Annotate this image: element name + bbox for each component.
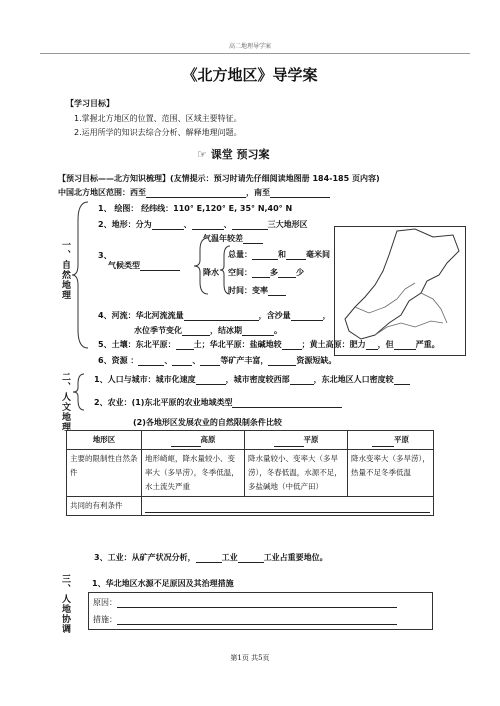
blank-res-2[interactable] — [172, 356, 192, 366]
comparison-table — [66, 430, 434, 516]
soil-item — [98, 339, 440, 350]
resources-minerals: 等矿产丰富， — [220, 356, 269, 365]
section-harmony-label: 三、人地协调 — [60, 574, 70, 634]
population-item — [94, 374, 410, 385]
terrain-label: 2、地形：分为 — [98, 220, 152, 229]
industry-word: 工业 — [221, 553, 238, 562]
blank-space-1[interactable] — [252, 268, 270, 278]
resources-item — [98, 355, 336, 366]
range-prefix: 中国北方地区范围：西至 — [58, 188, 146, 197]
precip-total-label: 总量： — [228, 250, 252, 259]
blank-terrain-1[interactable] — [152, 220, 184, 230]
precip-time — [228, 285, 286, 296]
blank-west[interactable] — [146, 188, 246, 198]
plain-label-1: 平原 — [303, 435, 319, 444]
measure-label: 措施： — [93, 615, 117, 624]
blank-soil-2[interactable] — [282, 340, 302, 350]
rivers-sediment: ，含沙量 — [258, 311, 291, 320]
table-cell: 降水变率大（多旱涝），热量不足冬季低温 — [348, 450, 434, 497]
blank-soil-3[interactable] — [366, 340, 378, 350]
blank-climate[interactable] — [140, 261, 180, 271]
table-caption: (2)各地形区发展农业的自然限制条件比较 — [133, 418, 282, 427]
climate-type — [108, 260, 180, 271]
preclass-title — [197, 146, 270, 162]
soil-label: 5、土壤：东北平原： — [98, 340, 176, 349]
precip-space — [228, 267, 304, 278]
table-cell: 共同的有利条件 — [67, 497, 142, 516]
table-header-cell — [348, 431, 434, 450]
terrain-item — [98, 219, 308, 230]
location-item: 1、 绘图： 经纬线：110° E,120° E, 35° N,40° N — [98, 204, 293, 213]
blank-plateau[interactable] — [171, 437, 201, 447]
pop-density: ，城市密度较西部 — [225, 375, 290, 384]
human-brace — [70, 372, 86, 412]
terrain-sep-1: 、 — [183, 220, 192, 229]
cause-measure-box — [88, 592, 433, 630]
natural-brace — [70, 200, 90, 350]
industry-item — [94, 552, 328, 563]
blank-ice[interactable] — [242, 326, 274, 336]
page-footer: 第1页 共5页 — [230, 654, 270, 662]
soil-fertility: ；黄土高原：肥力 — [301, 340, 366, 349]
resources-shortage: 资源短缺。 — [296, 356, 337, 365]
blank-res-4[interactable] — [268, 356, 296, 366]
header-divider — [40, 53, 470, 54]
table-header-cell — [142, 431, 245, 450]
plain-label-2: 平原 — [394, 435, 409, 444]
blank-precip-1[interactable] — [252, 250, 278, 260]
blank-time[interactable] — [268, 286, 286, 296]
blank-res-1[interactable] — [138, 356, 164, 366]
resources-label: 6、资源 ： — [98, 356, 139, 365]
map-outline — [335, 227, 465, 355]
industry-end: 工业占重要地位。 — [263, 553, 328, 562]
climate-type-label: 气候类型 — [108, 261, 140, 270]
resources-sep-1: 、 — [164, 356, 173, 365]
blank-sediment[interactable] — [291, 311, 323, 321]
blank-terrain-3[interactable] — [232, 220, 268, 230]
agriculture-item — [94, 397, 342, 408]
precip-space-label: 空间： — [228, 268, 252, 277]
table-cell-blank[interactable] — [142, 497, 434, 516]
precip-label: 降水 — [203, 268, 219, 277]
blank-space-2[interactable] — [278, 268, 296, 278]
rivers-item — [98, 310, 331, 321]
resources-sep-2: 、 — [192, 356, 201, 365]
range-mid: ，南至 — [246, 188, 270, 197]
blank-river-flow[interactable] — [184, 311, 259, 321]
blank-cause[interactable] — [117, 598, 397, 608]
table-cell: 主要的限制性自然条件 — [67, 450, 142, 497]
precip-unit: 毫米间 — [306, 250, 330, 259]
table-cell: 地形崎岖，降水量较小、变率大（多旱涝），冬季低温，水土流失严重 — [142, 450, 245, 497]
preview-heading: 【预习目标——北方知识梳理】(友情提示：预习时请先仔细阅读地图册 184-185 页内容) — [58, 174, 380, 183]
soil-but: ，但 — [377, 340, 394, 349]
blank-industry-2[interactable] — [238, 553, 264, 563]
blank-pop-2[interactable] — [290, 375, 314, 385]
table-row — [67, 431, 434, 450]
precip-total — [228, 249, 330, 260]
cause-label: 原因： — [93, 598, 117, 607]
terrain-sep-2: 、 — [223, 220, 232, 229]
blank-industry-1[interactable] — [196, 553, 222, 563]
rivers-label: 4、河流：华北河流流量 — [98, 311, 184, 320]
goals-heading: 【学习目标】 — [66, 99, 114, 108]
blank-soil-4[interactable] — [394, 340, 416, 350]
temp-range — [203, 233, 263, 244]
blank-agri[interactable] — [232, 398, 342, 408]
rivers-end: 。 — [274, 326, 282, 335]
running-header: 高二地理导学案 — [228, 43, 271, 50]
table-row — [67, 497, 434, 516]
terrain-suffix: 三大地形区 — [267, 220, 308, 229]
blank-pop-1[interactable] — [196, 375, 226, 385]
hand-pointer-icon: ☞ — [197, 148, 207, 161]
blank-common[interactable] — [145, 503, 430, 513]
blank-precip-2[interactable] — [286, 250, 306, 260]
blank-plain-2[interactable] — [372, 437, 394, 447]
blank-level[interactable] — [182, 326, 210, 336]
table-row — [67, 450, 434, 497]
precip-more: 多 — [270, 268, 278, 277]
soil-saline: 土；华北平原：盐碱地较 — [193, 340, 282, 349]
goal-item-2: 2.运用所学的知识去综合分析、解释地理问题。 — [74, 128, 242, 137]
soil-end: 严重。 — [415, 340, 440, 349]
industry-label: 3、工业：从矿产状况分析， — [94, 553, 196, 562]
range-line — [58, 187, 330, 198]
harmony-item: 1、华北地区水源不足原因及其治理措施 — [92, 579, 234, 588]
agri-label: 2、农业：(1)东北平原的农业地域类型 — [94, 398, 233, 407]
blank-res-3[interactable] — [200, 356, 220, 366]
table-cell: 降水量较小、变率大（多旱涝），冬春低温，水源不足，多盐碱地（中低产田） — [245, 450, 348, 497]
rivers-level: 水位季节变化 — [134, 326, 182, 335]
plateau-label: 高原 — [200, 435, 216, 444]
section-natural-label: 一、自然地理 — [60, 240, 70, 300]
preclass-label: 课堂 预习案 — [210, 148, 270, 161]
blank-south[interactable] — [270, 188, 330, 198]
blank-terrain-2[interactable] — [192, 220, 224, 230]
climate-number: 3、 — [98, 251, 112, 260]
blank-pop-3[interactable] — [394, 375, 410, 385]
blank-measure[interactable] — [117, 615, 397, 625]
table-header-cell — [245, 431, 348, 450]
section-human-label: 二、人文地理 — [60, 372, 70, 432]
climate-brace — [190, 236, 210, 296]
table-header-cell: 地形区 — [67, 431, 142, 450]
goal-item-1: 1.掌握北方地区的位置、范围、区域主要特征。 — [74, 114, 242, 123]
blank-temp[interactable] — [243, 234, 263, 244]
rivers-item-2 — [134, 325, 282, 336]
cause-row — [93, 597, 397, 608]
precip-time-label: 时间：变率 — [228, 286, 268, 295]
north-china-map — [334, 226, 466, 356]
rivers-comma: ， — [322, 311, 331, 320]
precip-less: 少 — [296, 268, 304, 277]
precip-and: 和 — [278, 250, 286, 259]
temp-label: 气温年较差 — [203, 234, 243, 243]
measure-row — [93, 614, 397, 625]
pop-northeast: ，东北地区人口密度较 — [313, 375, 394, 384]
page-title: 《北方地区》导学案 — [182, 66, 318, 84]
pop-label: 1、人口与城市：城市化速度 — [94, 375, 196, 384]
blank-soil-1[interactable] — [176, 340, 194, 350]
rivers-ice: ，结冰期 — [210, 326, 242, 335]
blank-plain-1[interactable] — [274, 437, 304, 447]
